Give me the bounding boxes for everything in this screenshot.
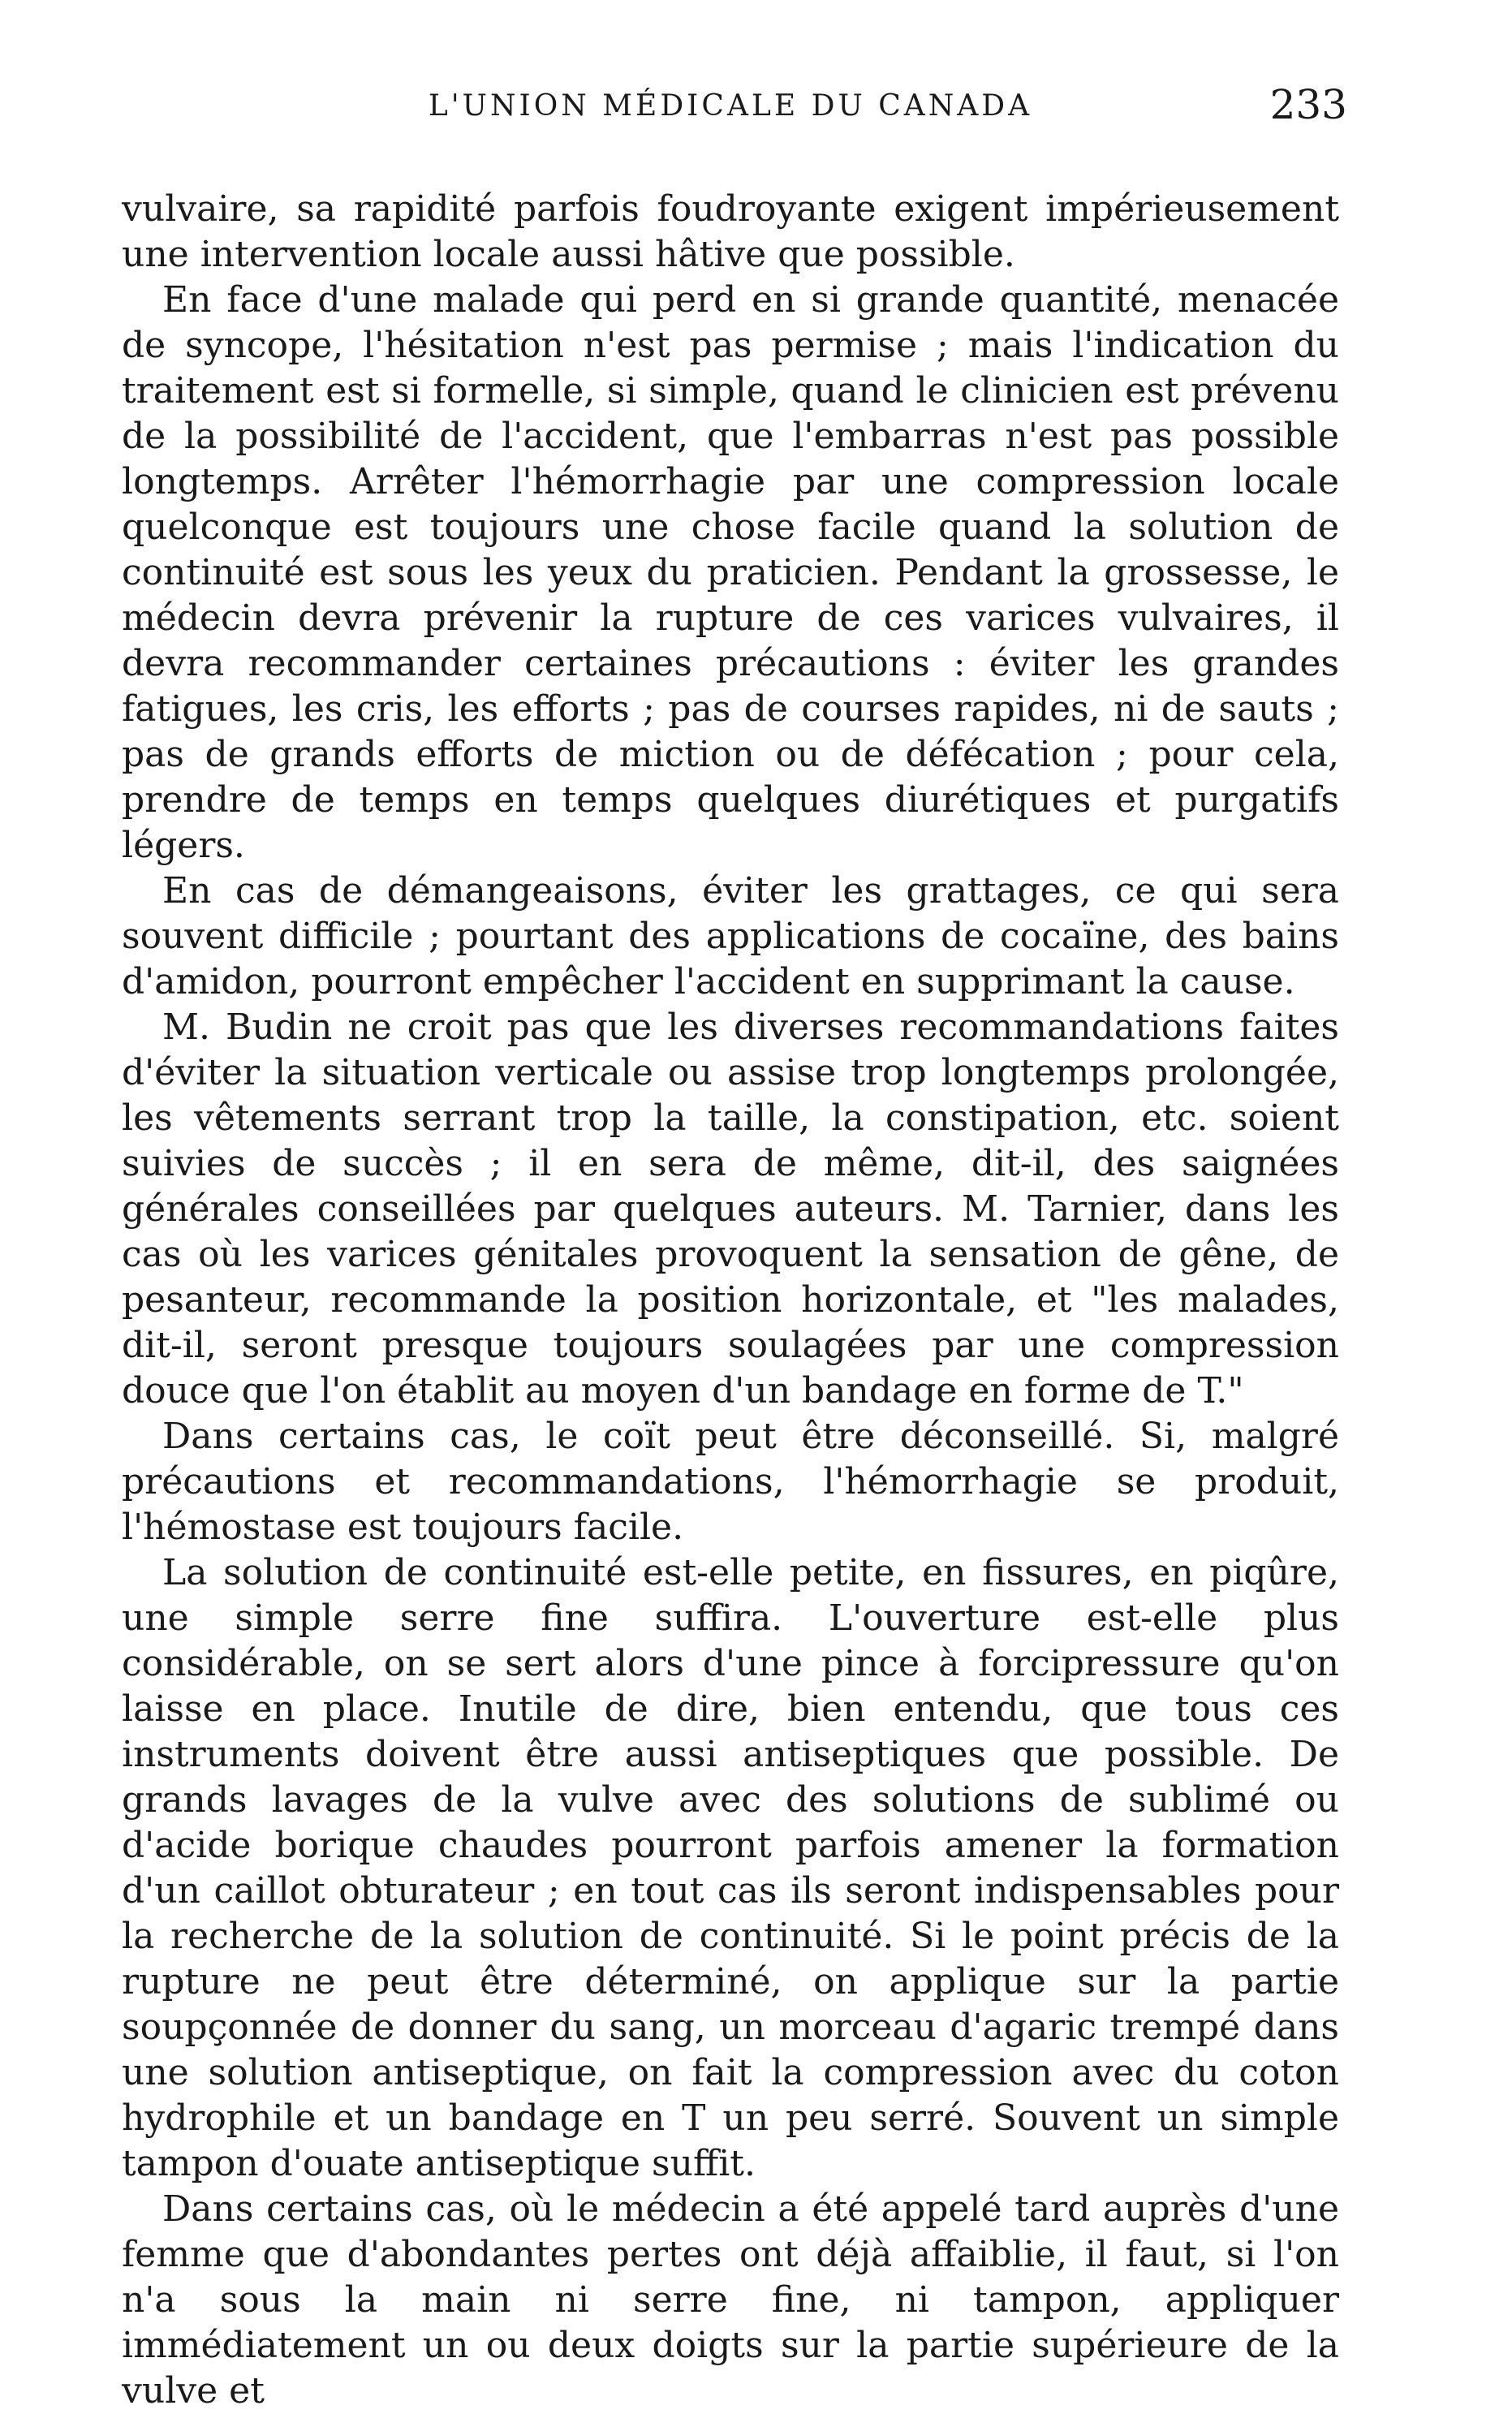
paragraph: En cas de démangeaisons, éviter les grattages, ce qui sera souvent difficile ; pourtant des applications de cocaïne, des bains d'amidon, pourront empêcher l'accident en supprimant la cause. bbox=[122, 870, 1339, 1002]
paragraph: En face d'une malade qui perd en si grande quantité, menacée de syncope, l'hésitation n'est pas permise ; mais l'indication du traitement est si formelle, si simple, quand le clinicien est prévenu de la possibilité de l'accident, que l'embarras n'est pas possible longtemps. Arrêter l'hémorrhagie par une compression locale quelconque est toujours une chose facile quand la solution de continuité est sous les yeux du praticien. Pendant la grossesse, le médecin devra prévenir la rupture de ces varices vulvaires, il devra recommander certaines précautions : éviter les grandes fatigues, les cris, les efforts ; pas de courses rapides, ni de sauts ; pas de grands efforts de miction ou de défécation ; pour cela, prendre de temps en temps quelques diurétiques et purgatifs légers. bbox=[122, 279, 1339, 866]
book-page bbox=[122, 81, 1347, 2412]
page-number: 233 bbox=[1269, 81, 1347, 128]
paragraph: vulvaire, sa rapidité parfois foudroyante exigent impérieusement une intervention locale aussi hâtive que possible. bbox=[122, 188, 1339, 275]
paragraph: La solution de continuité est-elle petite, en fissures, en piqûre, une simple serre fine suffira. L'ouverture est-elle plus considérable, on se sert alors d'une pince à forcipressure qu'on laisse en place. Inutile de dire, bien entendu, que tous ces instruments doivent être aussi antiseptiques que possible. De grands lavages de la vulve avec des solutions de sublimé ou d'acide borique chaudes pourront parfois amener la formation d'un caillot obturateur ; en tout cas ils seront indispensables pour la recherche de la solution de continuité. Si le point précis de la rupture ne peut être déterminé, on applique sur la partie soupçonnée de donner du sang, un morceau d'agaric trempé dans une solution antiseptique, on fait la compression avec du coton hydrophile et un bandage en T un peu serré. Souvent un simple tampon d'ouate antiseptique suffit. bbox=[122, 1552, 1339, 2184]
paragraph: Dans certains cas, le coït peut être déconseillé. Si, malgré précautions et recommandations, l'hémorrhagie se produit, l'hémostase est toujours facile. bbox=[122, 1416, 1339, 1548]
running-title: L'UNION MÉDICALE DU CANADA bbox=[428, 89, 1033, 123]
paragraph: M. Budin ne croit pas que les diverses recommandations faites d'éviter la situation verticale ou assise trop longtemps prolongée, les vêtements serrant trop la taille, la constipation, etc. soient suivies de succès ; il en sera de même, dit-il, des saignées générales conseillées par quelques auteurs. M. Tarnier, dans les cas où les varices génitales provoquent la sensation de gêne, de pesanteur, recommande la position horizontale, et "les malades, dit-il, seront presque toujours soulagées par une compression douce que l'on établit au moyen d'un bandage en forme de T." bbox=[122, 1007, 1339, 1412]
running-head bbox=[122, 81, 1347, 146]
paragraph: Dans certains cas, où le médecin a été appelé tard auprès d'une femme que d'abondantes pertes ont déjà affaiblie, il faut, si l'on n'a sous la main ni serre fine, ni tampon, appliquer immédiatement un ou deux doigts sur la partie supérieure de la vulve et bbox=[122, 2188, 1339, 2412]
body-text bbox=[122, 187, 1339, 2414]
